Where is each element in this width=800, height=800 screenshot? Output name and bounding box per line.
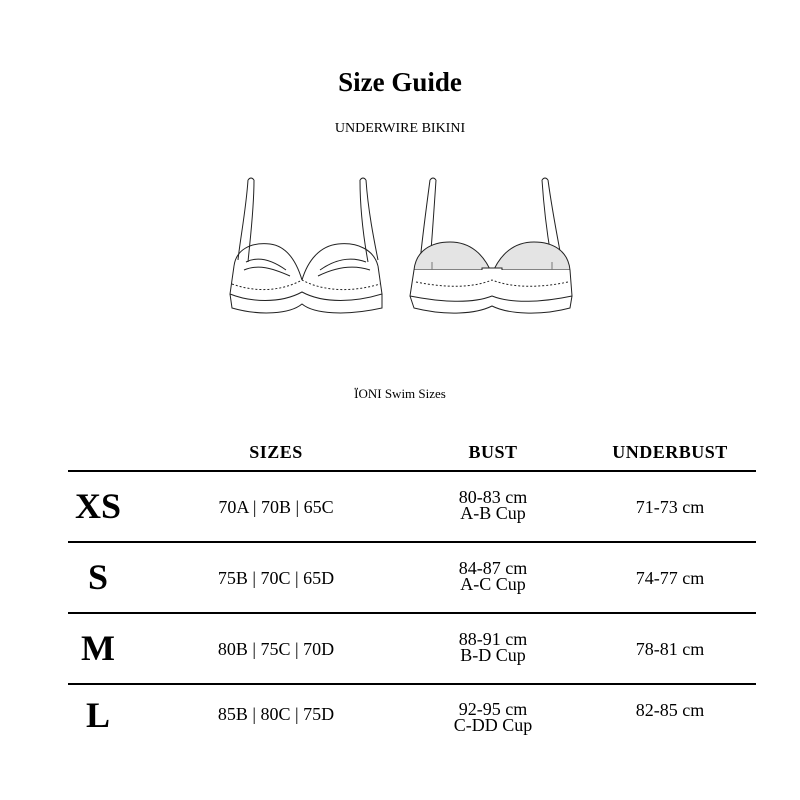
bust-cell: [418, 489, 568, 521]
size-label: S: [87, 557, 109, 597]
bust-cell: [418, 560, 568, 592]
header-sizes: SIZES: [249, 442, 303, 462]
underbust-value: 78-81 cm: [635, 639, 705, 659]
table-header: [68, 430, 756, 472]
bust-cup: C-DD Cup: [453, 715, 533, 735]
underbust-value: 74-77 cm: [635, 568, 705, 588]
bust-cup: A-C Cup: [460, 574, 526, 594]
size-values: 80B | 75C | 70D: [217, 639, 335, 659]
size-label: M: [81, 628, 115, 668]
bust-cell: [418, 701, 568, 733]
bikini-back-icon: [410, 178, 572, 313]
bust-cm: 80-83 cm: [458, 487, 528, 507]
size-table: [68, 430, 756, 754]
size-values: 75B | 70C | 65D: [217, 568, 335, 588]
underbust-value: 71-73 cm: [635, 497, 705, 517]
page-title: Size Guide: [338, 67, 462, 97]
bust-cup: A-B Cup: [460, 503, 526, 523]
size-chart-caption: ÏONI Swim Sizes: [354, 386, 446, 401]
header-bust: BUST: [468, 442, 518, 462]
underbust-value: 82-85 cm: [635, 700, 705, 720]
header-underbust: UNDERBUST: [612, 442, 728, 462]
product-subtitle: UNDERWIRE BIKINI: [334, 121, 466, 136]
table-row-xs: [68, 472, 756, 543]
table-row-l: [68, 685, 756, 754]
size-label: L: [85, 695, 110, 735]
table-row-s: [68, 543, 756, 614]
size-values: 70A | 70B | 65C: [218, 497, 334, 517]
bust-cup: B-D Cup: [460, 645, 526, 665]
size-label: XS: [74, 486, 122, 526]
size-values: 85B | 80C | 75D: [217, 704, 335, 724]
bust-cm: 84-87 cm: [458, 558, 528, 578]
bikini-front-icon: [230, 178, 382, 313]
bust-cm: 88-91 cm: [458, 629, 528, 649]
table-row-m: [68, 614, 756, 685]
bust-cell: [418, 631, 568, 663]
bikini-illustration: [210, 170, 590, 320]
bust-cm: 92-95 cm: [458, 699, 528, 719]
